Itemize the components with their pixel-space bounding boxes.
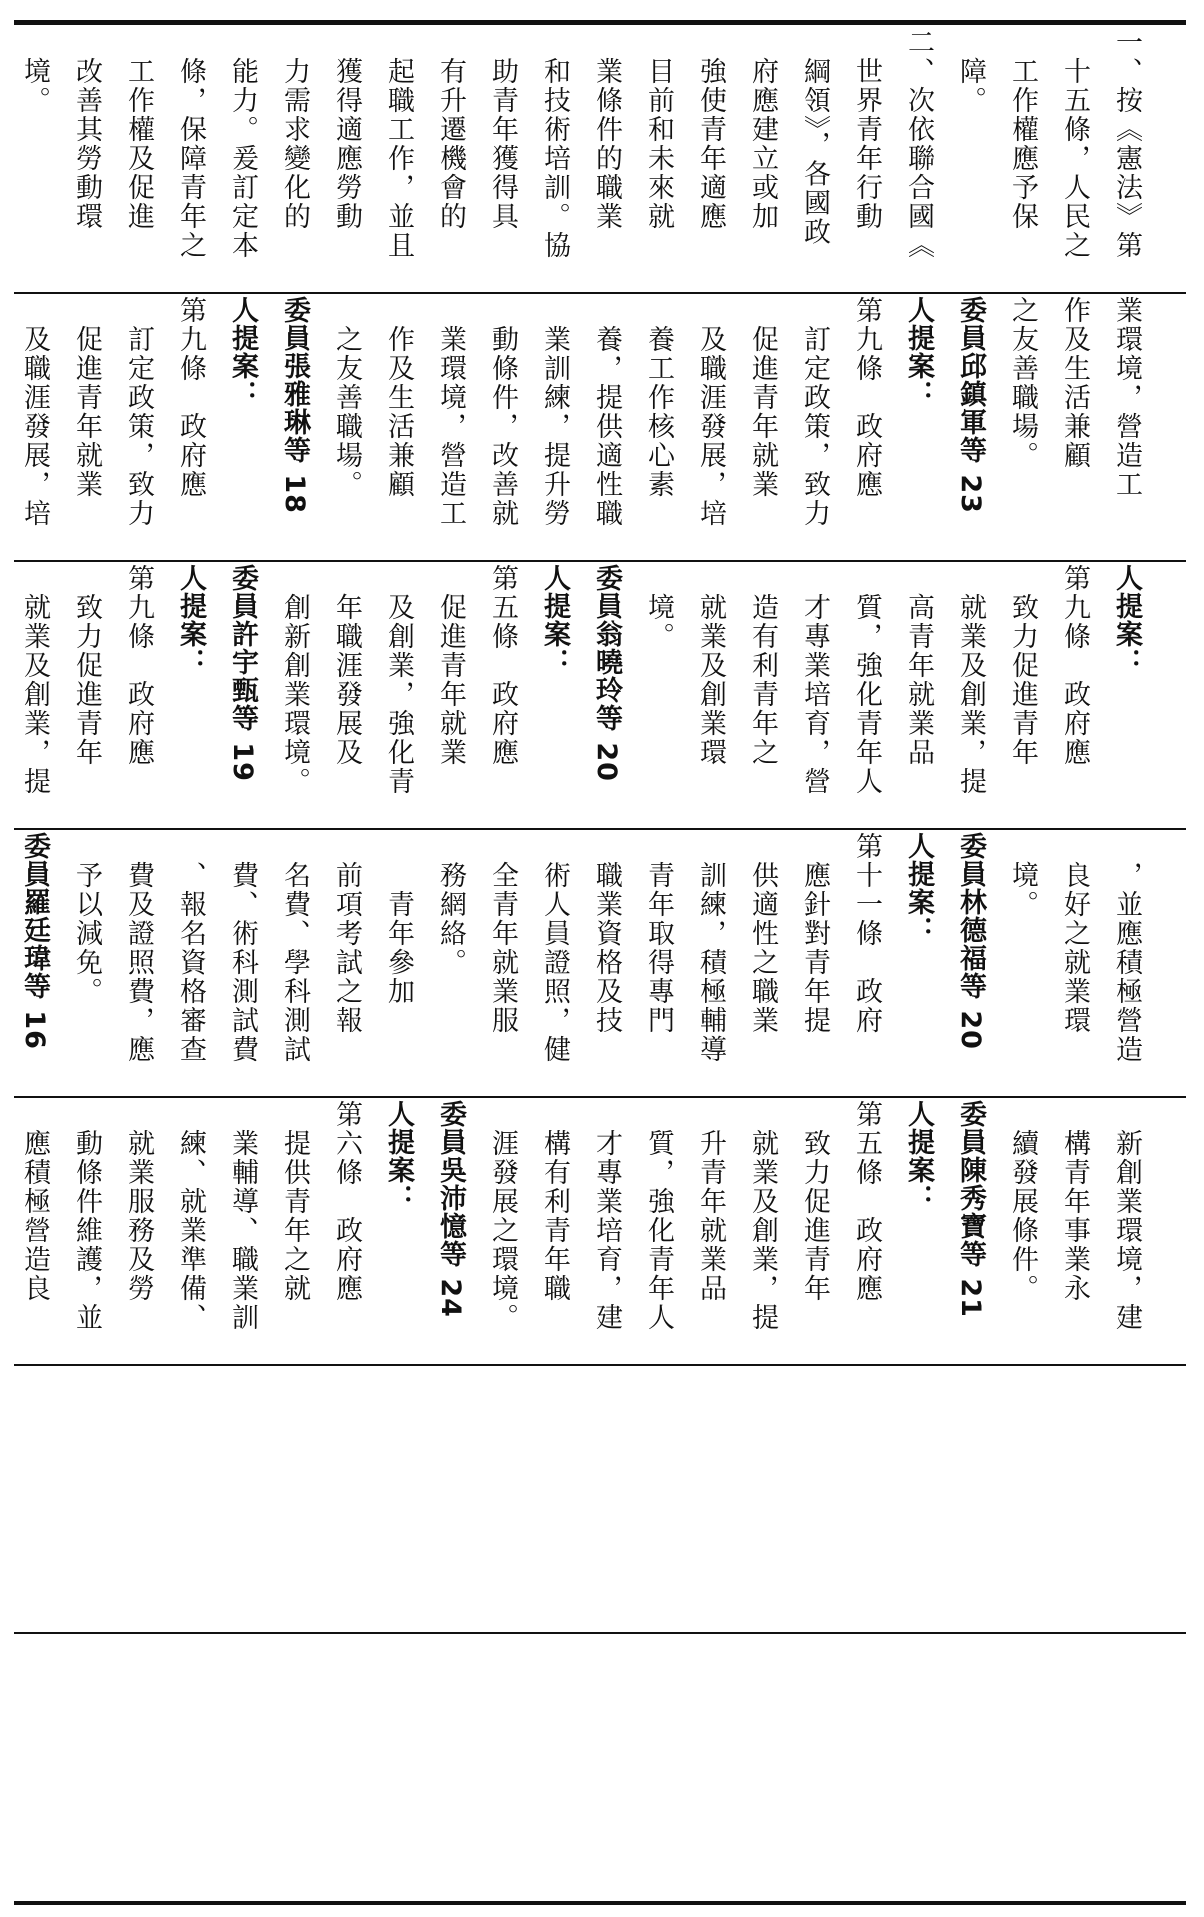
text-line: 才專業培育，建: [591, 1100, 622, 1332]
text-line: 第九條 政府應: [175, 296, 206, 499]
text-line: 府應建立或加: [747, 28, 778, 231]
text-line: 構青年事業永: [1059, 1100, 1090, 1303]
text-line: 綱領》，各國政: [799, 28, 830, 247]
text-column: [8, 28, 1152, 290]
text-line: 境。: [1007, 832, 1038, 919]
text-line: 促進青年就業: [71, 296, 102, 499]
divider-3: [14, 828, 1186, 830]
text-line: 第六條 政府應: [331, 1100, 362, 1303]
text-line: 涯發展之環境。: [487, 1100, 518, 1332]
panel-7-empty: [26, 1636, 1174, 1898]
text-line: 訂定政策，致力: [123, 296, 154, 528]
text-line: 業條件的職業: [591, 28, 622, 231]
proposer-heading: 委員吳沛憶等 24: [435, 1100, 466, 1318]
divider-5: [14, 1364, 1186, 1366]
text-line: 名費、學科測試: [279, 832, 310, 1064]
text-line: 第五條 政府應: [487, 564, 518, 767]
text-line: 務網絡。: [435, 832, 466, 977]
text-line: 境。: [19, 28, 50, 115]
text-line: 能力。爰訂定本: [227, 28, 258, 260]
text-line: 就業及創業，提: [747, 1100, 778, 1332]
text-line: 應積極營造良: [19, 1100, 50, 1303]
text-line: 前項考試之報: [331, 832, 362, 1035]
text-line: 和技術培訓。協: [539, 28, 570, 260]
proposer-heading: 人提案：: [903, 296, 934, 408]
text-line: 十五條，人民之: [1059, 28, 1090, 260]
text-line: 目前和未來就: [643, 28, 674, 231]
text-line: 全青年就業服: [487, 832, 518, 1035]
proposer-heading: 人提案：: [903, 1100, 934, 1212]
text-line: 造有利青年之: [747, 564, 778, 767]
text-line: 作及生活兼顧: [1059, 296, 1090, 470]
text-line: 二、次依聯合國《: [903, 28, 934, 260]
text-line: 應針對青年提: [799, 832, 830, 1035]
text-line: 職業資格及技: [591, 832, 622, 1035]
text-line: 予以減免。: [71, 832, 102, 1006]
proposer-heading: 人提案：: [1111, 564, 1142, 676]
text-line: 致力促進青年: [1007, 564, 1038, 767]
text-line: 就業及創業，提: [19, 564, 50, 796]
text-column: [8, 1100, 1152, 1362]
text-line: 年職涯發展及: [331, 564, 362, 767]
text-line: 條，保障青年之: [175, 28, 206, 260]
proposer-heading: 委員邱鎮軍等 23: [955, 296, 986, 514]
proposer-heading: 人提案：: [539, 564, 570, 676]
proposer-heading: 人提案：: [227, 296, 258, 408]
proposer-heading: 人提案：: [175, 564, 206, 676]
text-line: 動條件，改善就: [487, 296, 518, 528]
text-column: [8, 832, 1152, 1094]
text-line: 就業及創業，提: [955, 564, 986, 796]
text-line: 質，強化青年人: [643, 1100, 674, 1332]
text-line: 高青年就業品: [903, 564, 934, 767]
text-line: 費及證照費，應: [123, 832, 154, 1064]
text-line: 世界青年行動: [851, 28, 882, 231]
bottom-rule: [14, 1901, 1186, 1905]
text-line: 續發展條件。: [1007, 1100, 1038, 1303]
text-line: 業輔導、職業訓: [227, 1100, 258, 1332]
text-line: 第九條 政府應: [851, 296, 882, 499]
text-line: 業訓練，提升勞: [539, 296, 570, 528]
text-line: 及職涯發展，培: [695, 296, 726, 528]
panel-6-empty: [26, 1368, 1174, 1630]
text-line: 一、按《憲法》第: [1111, 28, 1142, 260]
text-line: 力需求變化的: [279, 28, 310, 231]
text-line: 質，強化青年人: [851, 564, 882, 796]
divider-1: [14, 292, 1186, 294]
text-line: 工作權應予保: [1007, 28, 1038, 231]
panel-5: [19, 1100, 1174, 1362]
proposer-heading: 人提案：: [383, 1100, 414, 1212]
text-line: 之友善職場。: [1007, 296, 1038, 470]
text-line: 供適性之職業: [747, 832, 778, 1035]
text-line: 障。: [955, 28, 986, 115]
divider-4: [14, 1096, 1186, 1098]
proposer-heading: 委員翁曉玲等 20: [591, 564, 622, 782]
text-line: 練、就業準備、: [175, 1100, 206, 1332]
text-line: 養，提供適性職: [591, 296, 622, 528]
text-line: 有升遷機會的: [435, 28, 466, 231]
text-line: 第九條 政府應: [123, 564, 154, 767]
text-line: 良好之就業環: [1059, 832, 1090, 1035]
proposer-heading: 委員許宇甄等 19: [227, 564, 258, 782]
proposer-heading: 人提案：: [903, 832, 934, 944]
text-line: 助青年獲得具: [487, 28, 518, 231]
text-line: 作及生活兼顧: [383, 296, 414, 499]
text-line: 促進青年就業: [435, 564, 466, 767]
proposer-heading: 委員張雅琳等 18: [279, 296, 310, 514]
text-line: 新創業環境，建: [1111, 1100, 1142, 1332]
divider-6: [14, 1632, 1186, 1634]
proposer-heading: 委員林德福等 20: [955, 832, 986, 1050]
text-line: 就業服務及勞: [123, 1100, 154, 1303]
text-line: 及職涯發展，培: [19, 296, 50, 528]
text-line: 才專業培育，營: [799, 564, 830, 796]
panel-4: [19, 832, 1174, 1094]
text-line: 促進青年就業: [747, 296, 778, 499]
panel-3: [19, 564, 1174, 826]
text-line: 第十一條 政府: [851, 832, 882, 1035]
text-line: 創新創業環境。: [279, 564, 310, 796]
text-line: 及創業，強化青: [383, 564, 414, 796]
panel-1: [19, 28, 1174, 290]
top-rule: [14, 20, 1186, 25]
panel-2: [19, 296, 1174, 558]
text-line: 境。: [643, 564, 674, 651]
divider-2: [14, 560, 1186, 562]
text-line: 動條件維護，並: [71, 1100, 102, 1332]
text-line: 工作權及促進: [123, 28, 154, 231]
text-line: 起職工作，並且: [383, 28, 414, 260]
text-line: 之友善職場。: [331, 296, 362, 499]
text-line: 致力促進青年: [799, 1100, 830, 1303]
text-line: 青年取得專門: [643, 832, 674, 1035]
text-line: 第五條 政府應: [851, 1100, 882, 1303]
text-line: 改善其勞動環: [71, 28, 102, 231]
text-line: 訓練，積極輔導: [695, 832, 726, 1064]
text-line: 升青年就業品: [695, 1100, 726, 1303]
text-line: 提供青年之就: [279, 1100, 310, 1303]
text-line: 就業及創業環: [695, 564, 726, 767]
text-line: 、報名資格審查: [175, 832, 206, 1064]
text-line: 強使青年適應: [695, 28, 726, 231]
text-line: 青年參加: [383, 832, 414, 1006]
text-line: 費、術科測試費: [227, 832, 258, 1064]
text-line: 構有利青年職: [539, 1100, 570, 1303]
text-line: 業環境，營造工: [435, 296, 466, 528]
text-line: 養工作核心素: [643, 296, 674, 499]
text-column: [8, 564, 1152, 826]
text-line: 獲得適應勞動: [331, 28, 362, 231]
proposer-heading: 委員羅廷瑋等 16: [19, 832, 50, 1050]
text-column: [8, 296, 1152, 558]
text-line: ，並應積極營造: [1111, 832, 1142, 1064]
text-line: 致力促進青年: [71, 564, 102, 767]
proposer-heading: 委員陳秀寶等 21: [955, 1100, 986, 1318]
text-line: 第九條 政府應: [1059, 564, 1090, 767]
text-line: 業環境，營造工: [1111, 296, 1142, 499]
text-line: 訂定政策，致力: [799, 296, 830, 528]
text-line: 術人員證照，健: [539, 832, 570, 1064]
